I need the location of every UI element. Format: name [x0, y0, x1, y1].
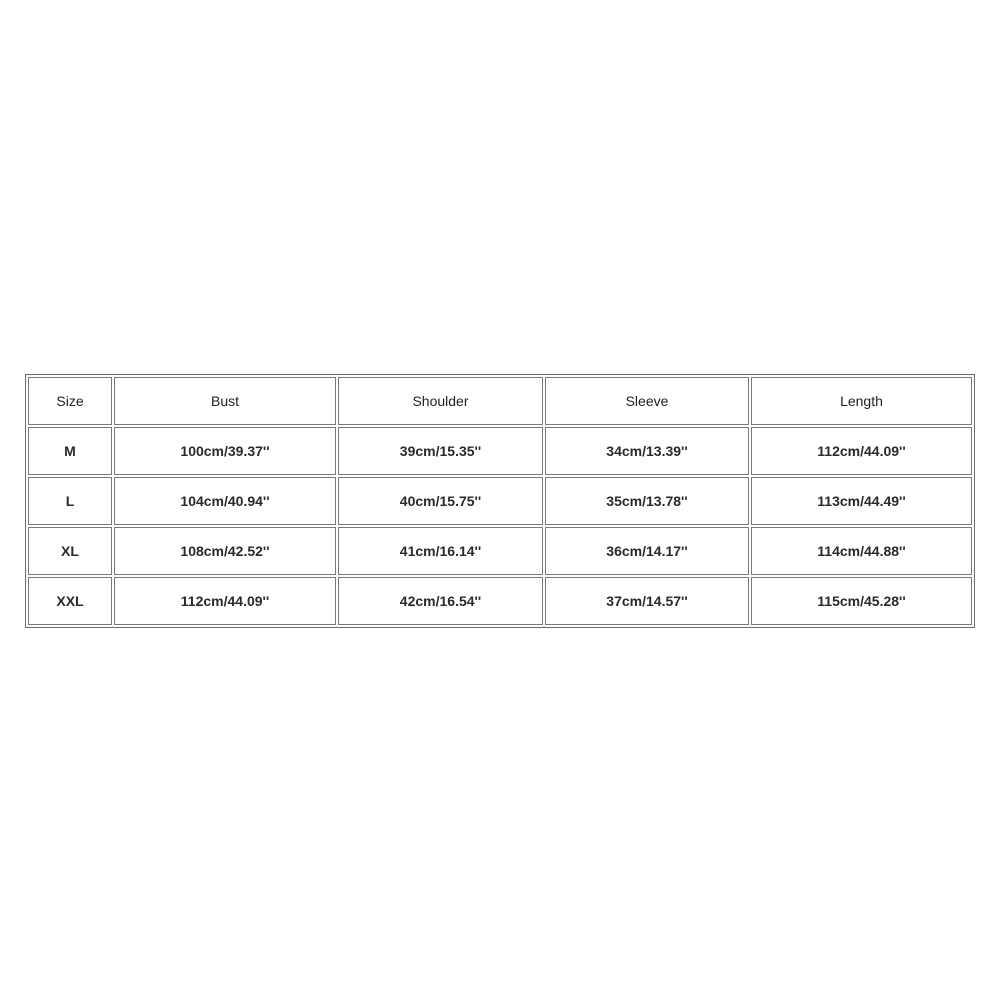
- header-size: Size: [28, 377, 112, 425]
- size-cell: XL: [28, 527, 112, 575]
- length-cell: 113cm/44.49'': [751, 477, 972, 525]
- sleeve-cell: 35cm/13.78'': [545, 477, 749, 525]
- shoulder-cell: 39cm/15.35'': [338, 427, 543, 475]
- sleeve-cell: 37cm/14.57'': [545, 577, 749, 625]
- bust-cell: 104cm/40.94'': [114, 477, 336, 525]
- size-cell: L: [28, 477, 112, 525]
- size-cell: M: [28, 427, 112, 475]
- table-header-row: [28, 377, 972, 425]
- table-row: [28, 477, 972, 525]
- size-chart-table: [25, 374, 975, 628]
- header-sleeve: Sleeve: [545, 377, 749, 425]
- bust-cell: 112cm/44.09'': [114, 577, 336, 625]
- length-cell: 112cm/44.09'': [751, 427, 972, 475]
- header-shoulder: Shoulder: [338, 377, 543, 425]
- table-row: [28, 577, 972, 625]
- sleeve-cell: 34cm/13.39'': [545, 427, 749, 475]
- size-cell: XXL: [28, 577, 112, 625]
- header-bust: Bust: [114, 377, 336, 425]
- shoulder-cell: 42cm/16.54'': [338, 577, 543, 625]
- shoulder-cell: 40cm/15.75'': [338, 477, 543, 525]
- table-row: [28, 527, 972, 575]
- bust-cell: 100cm/39.37'': [114, 427, 336, 475]
- sleeve-cell: 36cm/14.17'': [545, 527, 749, 575]
- length-cell: 115cm/45.28'': [751, 577, 972, 625]
- shoulder-cell: 41cm/16.14'': [338, 527, 543, 575]
- length-cell: 114cm/44.88'': [751, 527, 972, 575]
- header-length: Length: [751, 377, 972, 425]
- bust-cell: 108cm/42.52'': [114, 527, 336, 575]
- table-row: [28, 427, 972, 475]
